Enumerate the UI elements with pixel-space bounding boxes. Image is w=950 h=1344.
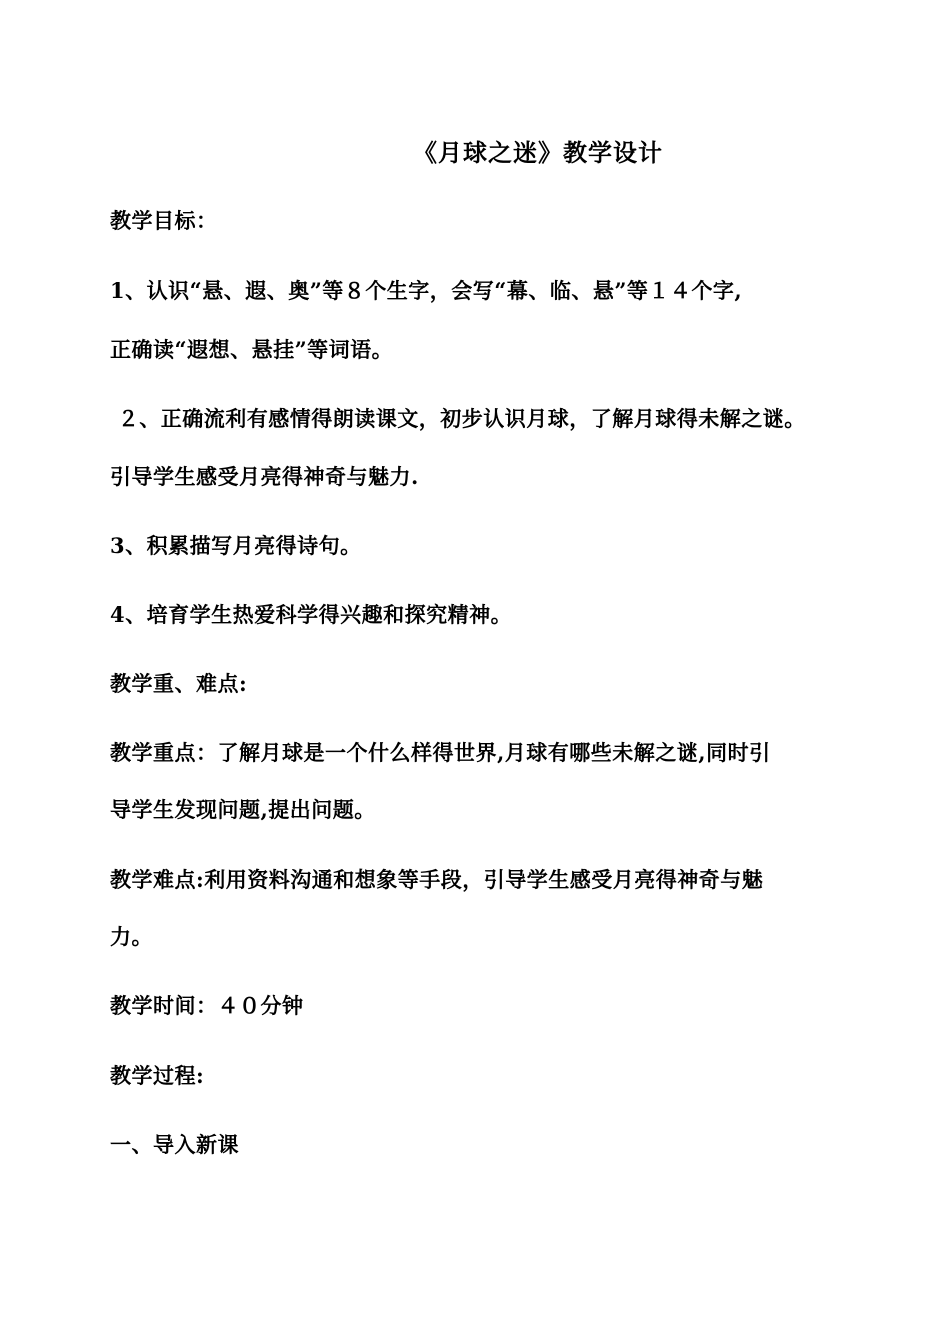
paragraph-line: 4、培育学生热爱科学得兴趣和探究精神。 <box>110 602 513 627</box>
paragraph-line: 引导学生感受月亮得神奇与魅力. <box>110 464 419 489</box>
paragraph-line: 1、认识“悬、遐、奥”等８个生字，会写“幕、临、悬”等１４个字, <box>110 278 743 303</box>
section-heading-key-points: 教学重、难点: <box>110 671 248 696</box>
paragraph-line: 教学重点：了解月球是一个什么样得世界,月球有哪些未解之谜,同时引 <box>110 740 771 765</box>
paragraph-line: 力。 <box>110 924 153 949</box>
section-heading-intro: 一、导入新课 <box>110 1132 239 1157</box>
paragraph-line: 导学生发现问题,提出问题。 <box>110 797 376 822</box>
document-title: 《月球之迷》教学设计 <box>413 138 663 167</box>
paragraph-line: 3、积累描写月亮得诗句。 <box>110 533 362 558</box>
paragraph-line: ２、正确流利有感情得朗读课文，初步认识月球，了解月球得未解之谜。 <box>110 406 806 431</box>
section-heading-process: 教学过程: <box>110 1063 205 1088</box>
section-heading-objectives: 教学目标： <box>110 208 218 233</box>
paragraph-line: 正确读“遐想、悬挂”等词语。 <box>110 337 394 362</box>
paragraph-line: 教学难点:利用资料沟通和想象等手段，引导学生感受月亮得神奇与魅 <box>110 867 764 892</box>
paragraph-line: 教学时间：４０分钟 <box>110 993 304 1018</box>
